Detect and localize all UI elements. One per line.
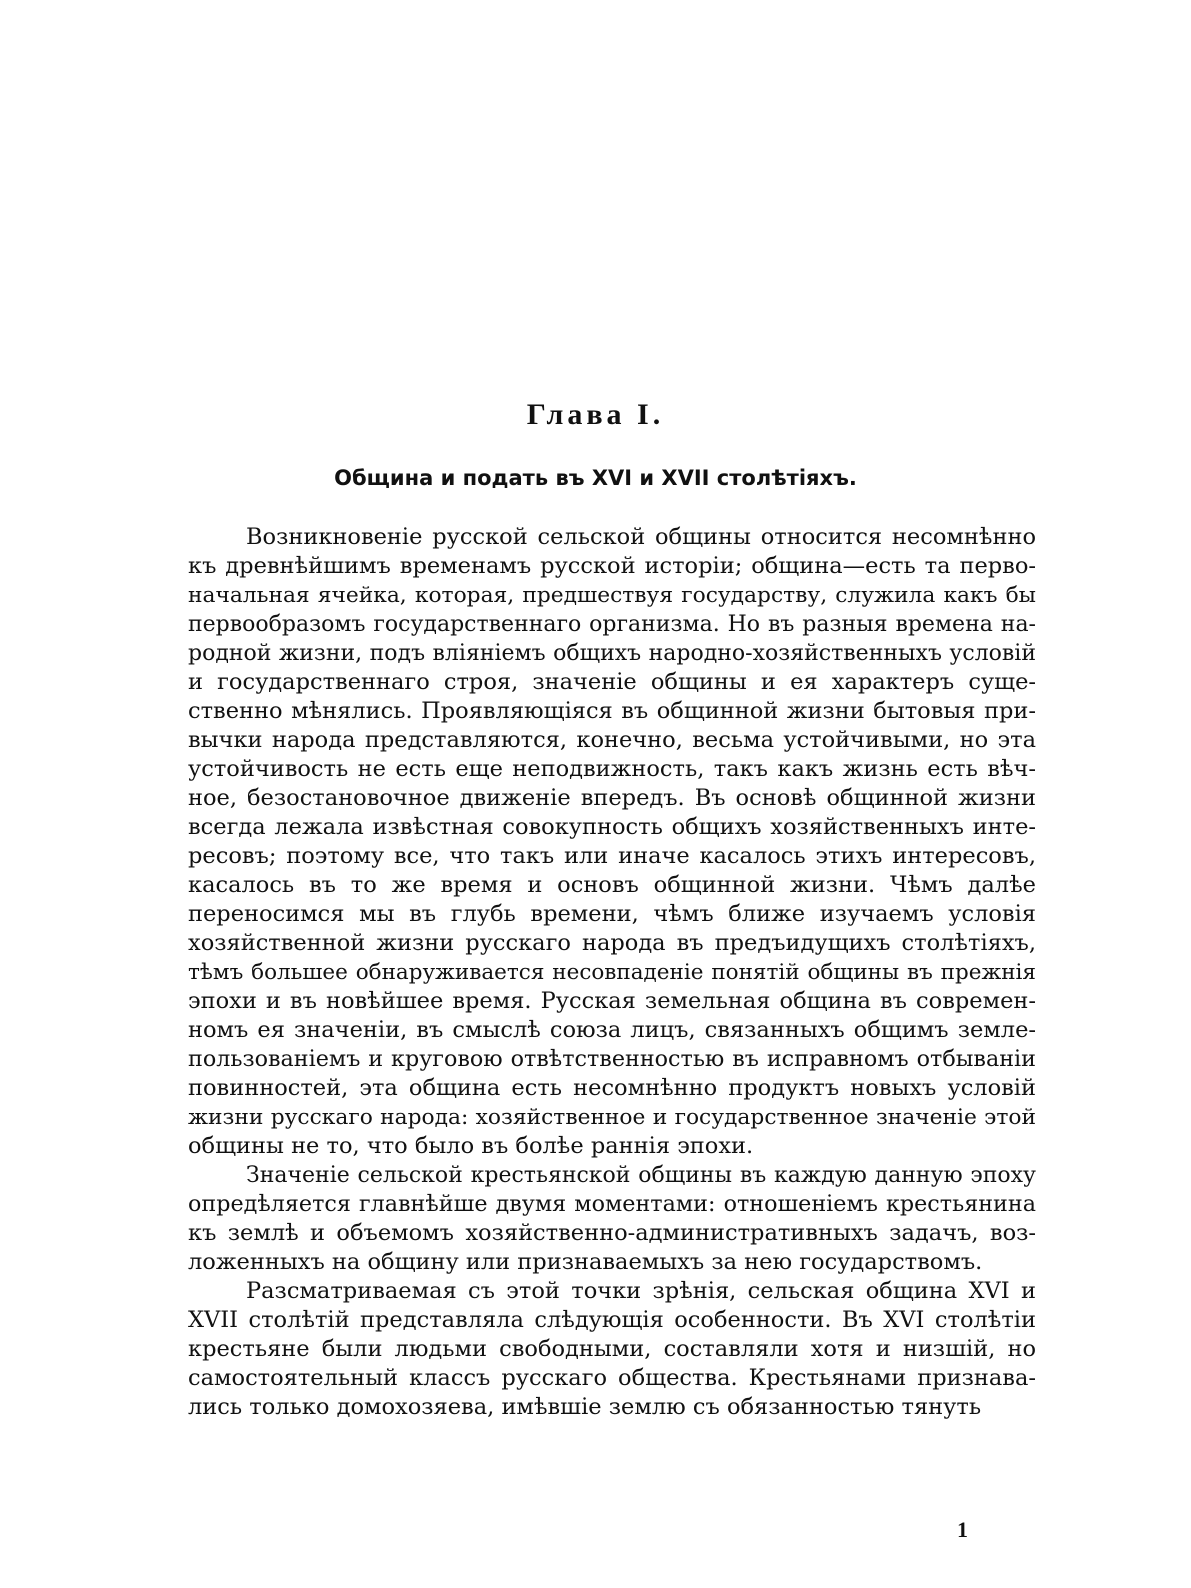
text-line: XVII столѣтій представляла слѣдующія особенности. Въ XVI столѣтіи [188, 1307, 1036, 1333]
text-line: устойчивость не есть еще неподвижность, такъ какъ жизнь есть вѣч- [188, 756, 1036, 782]
text-line: пользованіемъ и круговою отвѣтственностью въ исправномъ отбываніи [188, 1046, 1036, 1072]
text-line: ное, безостановочное движеніе впередъ. Въ основѣ общинной жизни [188, 785, 1036, 811]
text-line: жизни русскаго народа: хозяйственное и государственное значеніе этой [188, 1105, 1036, 1130]
text-line: къ древнѣйшимъ временамъ русской исторіи; община—есть та перво- [188, 553, 1036, 579]
text-line: вычки народа представляются, конечно, весьма устойчивыми, но эта [188, 727, 1036, 753]
text-line: хозяйственной жизни русскаго народа въ предъидущихъ столѣтіяхъ, [188, 930, 1036, 956]
text-line: и государственнаго строя, значеніе общины и ея характеръ суще- [188, 669, 1036, 695]
page-number: 1 [957, 1517, 968, 1542]
chapter-subtitle: Община и подать въ XVI и XVII столѣтіяхъ. [334, 466, 857, 490]
text-line: номъ ея значеніи, въ смыслѣ союза лицъ, связанныхъ общимъ земле- [188, 1017, 1036, 1043]
text-line: крестьяне были людьми свободными, составляли хотя и низшій, но [188, 1336, 1036, 1362]
text-line: повинностей, эта община есть несомнѣнно продуктъ новыхъ условій [188, 1075, 1036, 1101]
text-line: самостоятельный классъ русскаго общества. Крестьянами признава- [188, 1365, 1036, 1391]
text-line: Значеніе сельской крестьянской общины въ каждую данную эпоху [246, 1163, 1036, 1188]
text-line: Возникновеніе русской сельской общины относится несомнѣнно [246, 524, 1036, 550]
text-line: опредѣляется главнѣйше двумя моментами: отношеніемъ крестьянина [188, 1191, 1036, 1217]
paragraph [188, 1161, 1036, 1277]
body-text [188, 523, 1036, 1422]
text-line: начальная ячейка, которая, предшествуя государству, служила какъ бы [188, 583, 1036, 608]
chapter-title: Глава I. [526, 398, 665, 431]
text-line: къ землѣ и объемомъ хозяйственно-административныхъ задачъ, воз- [188, 1220, 1036, 1246]
text-line: родной жизни, подъ вліяніемъ общихъ народно-хозяйственныхъ условій [188, 641, 1036, 666]
paragraph [188, 523, 1036, 1161]
text-line: касалось въ то же время и основъ общинной жизни. Чѣмъ далѣе [188, 872, 1036, 898]
paragraph [188, 1277, 1036, 1422]
text-line: лись только домохозяева, имѣвшіе землю съ обязанностью тянуть [188, 1394, 982, 1420]
text-line: переносимся мы въ глубь времени, чѣмъ ближе изучаемъ условія [188, 901, 1036, 927]
text-line: ресовъ; поэтому все, что такъ или иначе касалось этихъ интересовъ, [188, 843, 1036, 869]
text-line: ложенныхъ на общину или признаваемыхъ за нею государствомъ. [188, 1249, 983, 1275]
text-line: общины не то, что было въ болѣе раннія эпохи. [188, 1133, 754, 1159]
text-line: первообразомъ государственнаго организма. Но въ разныя времена на- [188, 612, 1036, 637]
text-line: эпохи и въ новѣйшее время. Русская земельная община въ современ- [188, 988, 1036, 1014]
text-line: тѣмъ большее обнаруживается несовпаденіе понятій общины въ прежнія [188, 960, 1036, 985]
text-line: Разсматриваемая съ этой точки зрѣнія, сельская община XVI и [246, 1278, 1036, 1304]
text-line: ственно мѣнялись. Проявляющіяся въ общинной жизни бытовыя при- [188, 698, 1036, 724]
text-line: всегда лежала извѣстная совокупность общихъ хозяйственныхъ инте- [188, 814, 1036, 840]
